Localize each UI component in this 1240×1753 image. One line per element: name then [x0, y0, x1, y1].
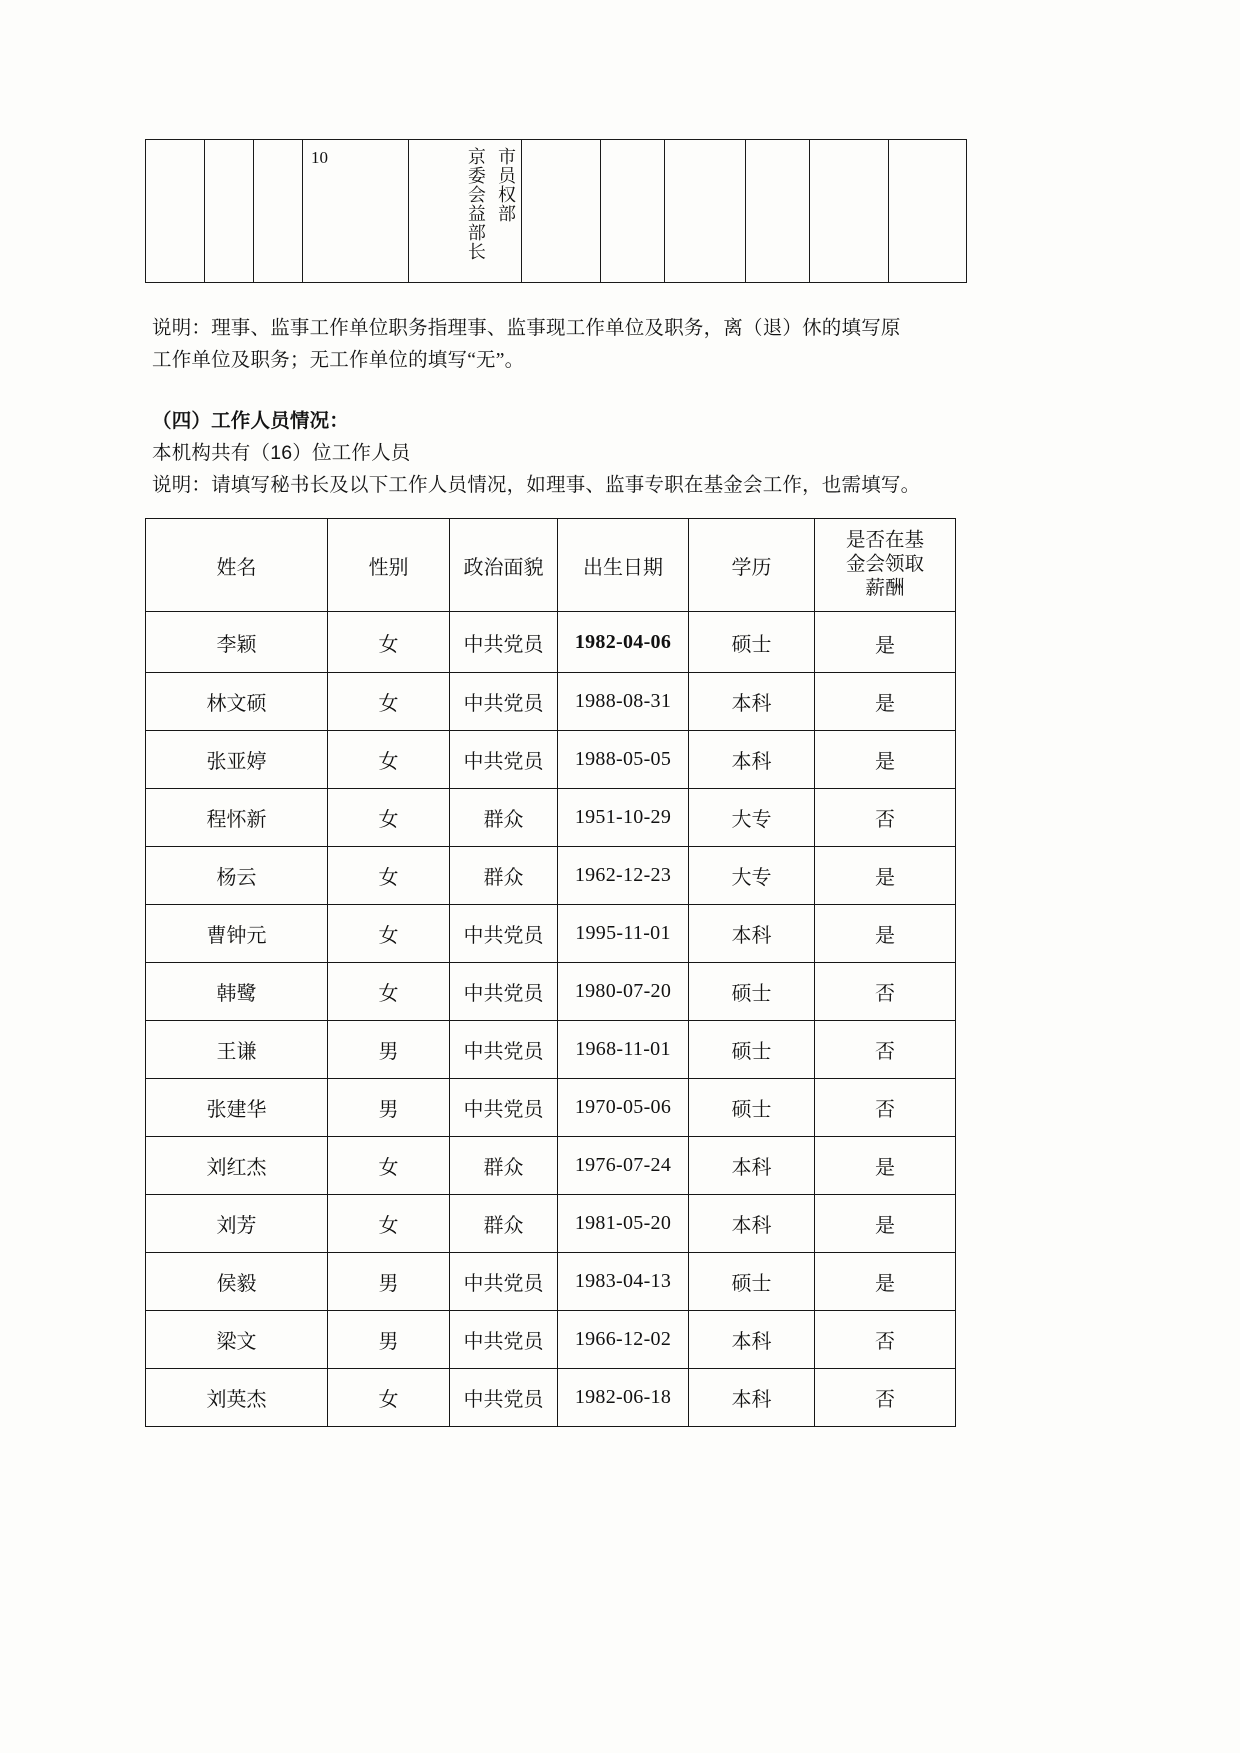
- staff-education: 硕士: [689, 612, 815, 673]
- staff-politics: 中共党员: [450, 963, 558, 1021]
- staff-gender: 女: [328, 673, 450, 731]
- staff-name: 刘英杰: [146, 1369, 328, 1427]
- staff-salary-flag: 是: [815, 673, 956, 731]
- staff-education: 大专: [689, 847, 815, 905]
- staff-name: 梁文: [146, 1311, 328, 1369]
- staff-birth-date: 1968-11-01: [558, 1021, 689, 1079]
- table-row: [146, 1137, 956, 1195]
- staff-name: 刘芳: [146, 1195, 328, 1253]
- staff-birth-date: 1970-05-06: [558, 1079, 689, 1137]
- staff-politics: 群众: [450, 789, 558, 847]
- staff-gender: 女: [328, 1137, 450, 1195]
- staff-education: 本科: [689, 905, 815, 963]
- staff-education: 大专: [689, 789, 815, 847]
- staff-birth-date: 1995-11-01: [558, 905, 689, 963]
- staff-education: 硕士: [689, 1021, 815, 1079]
- staff-count-line: 本机构共有（16）位工作人员: [152, 442, 411, 464]
- staff-politics: 群众: [450, 847, 558, 905]
- table-row: [146, 847, 956, 905]
- staff-politics: 中共党员: [450, 1079, 558, 1137]
- cell-empty-2: [205, 140, 254, 283]
- staff-salary-flag: 是: [815, 1253, 956, 1311]
- staff-education: 本科: [689, 673, 815, 731]
- staff-table-header-row: [146, 519, 956, 612]
- staff-politics: 中共党员: [450, 1021, 558, 1079]
- staff-birth-date: 1982-04-06: [558, 612, 689, 673]
- staff-gender: 男: [328, 1311, 450, 1369]
- staff-gender: 女: [328, 905, 450, 963]
- staff-politics: 中共党员: [450, 612, 558, 673]
- staff-salary-flag: 否: [815, 1311, 956, 1369]
- header-gender: 性别: [328, 519, 450, 612]
- staff-salary-flag: 否: [815, 1079, 956, 1137]
- staff-birth-date: 1976-07-24: [558, 1137, 689, 1195]
- staff-salary-flag: 是: [815, 847, 956, 905]
- staff-education: 本科: [689, 1311, 815, 1369]
- staff-birth-date: 1982-06-18: [558, 1369, 689, 1427]
- cell-empty-1: [146, 140, 205, 283]
- cell-empty-6: [665, 140, 746, 283]
- sequence-number-text: 10: [311, 148, 328, 167]
- cell-empty-3: [254, 140, 303, 283]
- staff-birth-date: 1983-04-13: [558, 1253, 689, 1311]
- staff-politics: 中共党员: [450, 1369, 558, 1427]
- table-row: [146, 1253, 956, 1311]
- directors-table-continuation: [145, 139, 955, 283]
- staff-education: 本科: [689, 1137, 815, 1195]
- staff-name: 王谦: [146, 1021, 328, 1079]
- staff-table-body: [146, 612, 956, 1427]
- table-row: [146, 731, 956, 789]
- staff-gender: 女: [328, 789, 450, 847]
- staff-gender: 女: [328, 1195, 450, 1253]
- cell-empty-9: [889, 140, 967, 283]
- staff-education: 硕士: [689, 1253, 815, 1311]
- staff-name: 刘红杰: [146, 1137, 328, 1195]
- header-salary-line1: 是否在基: [845, 530, 924, 552]
- cell-work-unit-position: [409, 140, 522, 283]
- staff-note: 说明：请填写秘书长及以下工作人员情况，如理事、监事专职在基金会工作，也需填写。: [152, 474, 921, 496]
- directors-table: [145, 139, 967, 283]
- staff-politics: 中共党员: [450, 673, 558, 731]
- staff-birth-date: 1980-07-20: [558, 963, 689, 1021]
- header-education: 学历: [689, 519, 815, 612]
- staff-birth-date: 1988-08-31: [558, 673, 689, 731]
- table-row: [146, 905, 956, 963]
- staff-politics: 群众: [450, 1195, 558, 1253]
- directors-note-line1: 说明：理事、监事工作单位职务指理事、监事现工作单位及职务，离（退）休的填写原: [152, 318, 901, 339]
- header-politics: 政治面貌: [450, 519, 558, 612]
- staff-name: 韩鹭: [146, 963, 328, 1021]
- staff-gender: 女: [328, 612, 450, 673]
- staff-salary-flag: 是: [815, 1195, 956, 1253]
- staff-education: 本科: [689, 1369, 815, 1427]
- staff-politics: 群众: [450, 1137, 558, 1195]
- table-row: [146, 612, 956, 673]
- section-heading-staff: （四）工作人员情况：: [152, 410, 350, 432]
- staff-education: 本科: [689, 731, 815, 789]
- header-salary-line3: 薪酬: [865, 577, 905, 599]
- staff-education: 硕士: [689, 963, 815, 1021]
- table-row: [146, 1079, 956, 1137]
- staff-gender: 女: [328, 847, 450, 905]
- cell-empty-4: [522, 140, 601, 283]
- header-salary: [815, 519, 956, 612]
- staff-salary-flag: 是: [815, 905, 956, 963]
- staff-gender: 女: [328, 731, 450, 789]
- directors-note-line2: 工作单位及职务；无工作单位的填写“无”。: [152, 350, 525, 371]
- header-name: 姓名: [146, 519, 328, 612]
- staff-politics: 中共党员: [450, 1311, 558, 1369]
- staff-name: 林文硕: [146, 673, 328, 731]
- staff-birth-date: 1962-12-23: [558, 847, 689, 905]
- staff-gender: 男: [328, 1079, 450, 1137]
- staff-table-container: [145, 518, 955, 1427]
- staff-table: [145, 518, 956, 1427]
- staff-birth-date: 1988-05-05: [558, 731, 689, 789]
- header-birth-date: 出生日期: [558, 519, 689, 612]
- staff-salary-flag: 否: [815, 1021, 956, 1079]
- table-row: [146, 140, 967, 283]
- staff-name: 张建华: [146, 1079, 328, 1137]
- table-row: [146, 1311, 956, 1369]
- vertical-text-left: 京委会益部长: [465, 147, 486, 261]
- staff-name: 李颖: [146, 612, 328, 673]
- cell-empty-8: [810, 140, 889, 283]
- staff-name: 杨云: [146, 847, 328, 905]
- staff-name: 张亚婷: [146, 731, 328, 789]
- staff-politics: 中共党员: [450, 731, 558, 789]
- staff-salary-flag: 否: [815, 963, 956, 1021]
- staff-gender: 女: [328, 963, 450, 1021]
- staff-education: 本科: [689, 1195, 815, 1253]
- table-row: [146, 963, 956, 1021]
- staff-salary-flag: 否: [815, 1369, 956, 1427]
- table-row: [146, 1195, 956, 1253]
- table-row: [146, 789, 956, 847]
- staff-politics: 中共党员: [450, 905, 558, 963]
- staff-birth-date: 1966-12-02: [558, 1311, 689, 1369]
- cell-empty-5: [601, 140, 665, 283]
- header-salary-line2: 金会领取: [845, 554, 924, 576]
- staff-gender: 女: [328, 1369, 450, 1427]
- directors-note: [152, 313, 952, 377]
- staff-politics: 中共党员: [450, 1253, 558, 1311]
- staff-salary-flag: 是: [815, 1137, 956, 1195]
- staff-birth-date: 1981-05-20: [558, 1195, 689, 1253]
- staff-gender: 男: [328, 1253, 450, 1311]
- staff-salary-flag: 是: [815, 612, 956, 673]
- staff-name: 侯毅: [146, 1253, 328, 1311]
- table-row: [146, 1021, 956, 1079]
- staff-birth-date: 1951-10-29: [558, 789, 689, 847]
- vertical-text-right: 市员权部: [496, 147, 516, 223]
- cell-sequence-number: [303, 140, 409, 283]
- staff-education: 硕士: [689, 1079, 815, 1137]
- staff-name: 曹钟元: [146, 905, 328, 963]
- staff-name: 程怀新: [146, 789, 328, 847]
- cell-empty-7: [746, 140, 810, 283]
- table-row: [146, 673, 956, 731]
- staff-gender: 男: [328, 1021, 450, 1079]
- staff-salary-flag: 是: [815, 731, 956, 789]
- table-row: [146, 1369, 956, 1427]
- staff-salary-flag: 否: [815, 789, 956, 847]
